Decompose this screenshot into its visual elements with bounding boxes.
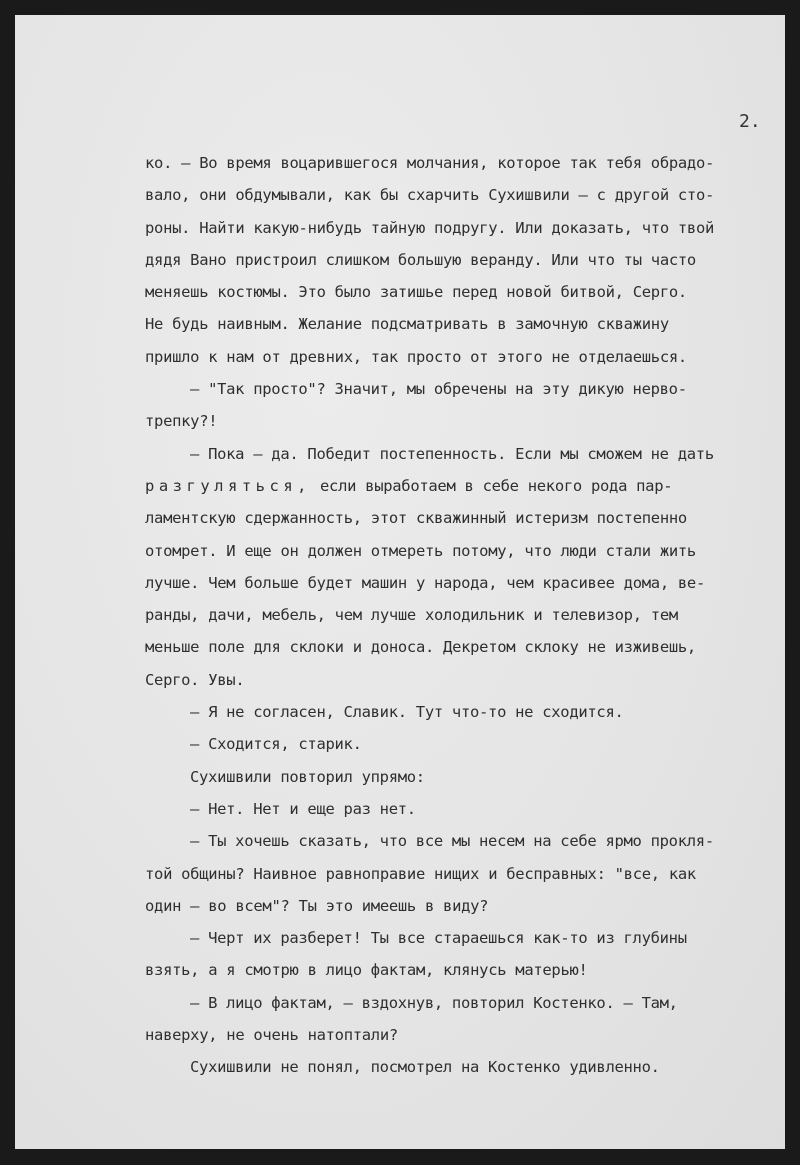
text-line: Не будь наивным. Желание подсматривать в замочную скважину xyxy=(145,315,669,334)
text-line: – В лицо фактам, – вздохнув, повторил Костенко. – Там, xyxy=(190,993,678,1012)
page-body-text xyxy=(145,147,785,1084)
text-line: Сухишвили не понял, посмотрел на Костенко удивленно. xyxy=(190,1058,660,1077)
text-line: меняешь костюмы. Это было затишье перед новой битвой, Серго. xyxy=(145,283,687,302)
text-line: вало, они обдумывали, как бы схарчить Сухишвили – с другой сто- xyxy=(145,186,715,205)
text-line: – Пока – да. Победит постепенность. Если мы сможем не дать xyxy=(190,444,714,463)
text-line: ламентскую сдержанность, этот скважинный истеризм постепенно xyxy=(145,509,687,528)
text-line: – Черт их разберет! Ты все стараешься как-то из глубины xyxy=(190,929,687,948)
text-line: ко. – Во время воцарившегося молчания, которое так тебя обрадо- xyxy=(145,154,715,172)
line-remainder: если выработаем в себе некого рода пар- xyxy=(310,476,673,495)
text-line: трепку?! xyxy=(145,412,218,431)
text-line: Сухишвили повторил упрямо: xyxy=(190,767,425,786)
text-line: той общины? Наивное равноправие нищих и бесправных: "все, как xyxy=(145,864,696,883)
text-line: роны. Найти какую-нибудь тайную подругу. Или доказать, что твой xyxy=(145,218,715,237)
text-line: – Я не согласен, Славик. Тут что-то не сходится. xyxy=(190,703,624,722)
typewritten-page xyxy=(15,15,785,1149)
page-number: 2. xyxy=(739,111,761,132)
text-line: отомрет. И еще он должен отмереть потому, что люди стали жить xyxy=(145,541,696,560)
text-line: – "Так просто"? Значит, мы обречены на эту дикую нерво- xyxy=(190,380,687,399)
text-line: пришло к нам от древних, так просто от этого не отделаешься. xyxy=(145,347,687,366)
text-line: – Нет. Нет и еще раз нет. xyxy=(190,799,416,818)
text-line: – Ты хочешь сказать, что все мы несем на себе ярмо прокля- xyxy=(190,832,714,851)
text-line: – Сходится, старик. xyxy=(190,735,362,754)
text-line: меньше поле для склоки и доноса. Декретом склоку не изживешь, xyxy=(145,638,696,657)
text-line xyxy=(145,470,785,502)
text-line: наверху, не очень натоптали? xyxy=(145,1026,398,1045)
text-line: ранды, дачи, мебель, чем лучше холодильник и телевизор, тем xyxy=(145,606,678,625)
text-line: лучше. Чем больше будет машин у народа, чем красивее дома, ве- xyxy=(145,573,705,592)
text-line: взять, а я смотрю в лицо фактам, клянусь матерью! xyxy=(145,961,588,980)
spaced-emphasis-word: разгуляться, xyxy=(145,476,311,495)
text-line: Серго. Увы. xyxy=(145,670,245,689)
text-line: дядя Вано пристроил слишком большую веранду. Или что ты часто xyxy=(145,250,696,269)
text-line: один – во всем"? Ты это имеешь в виду? xyxy=(145,896,489,915)
